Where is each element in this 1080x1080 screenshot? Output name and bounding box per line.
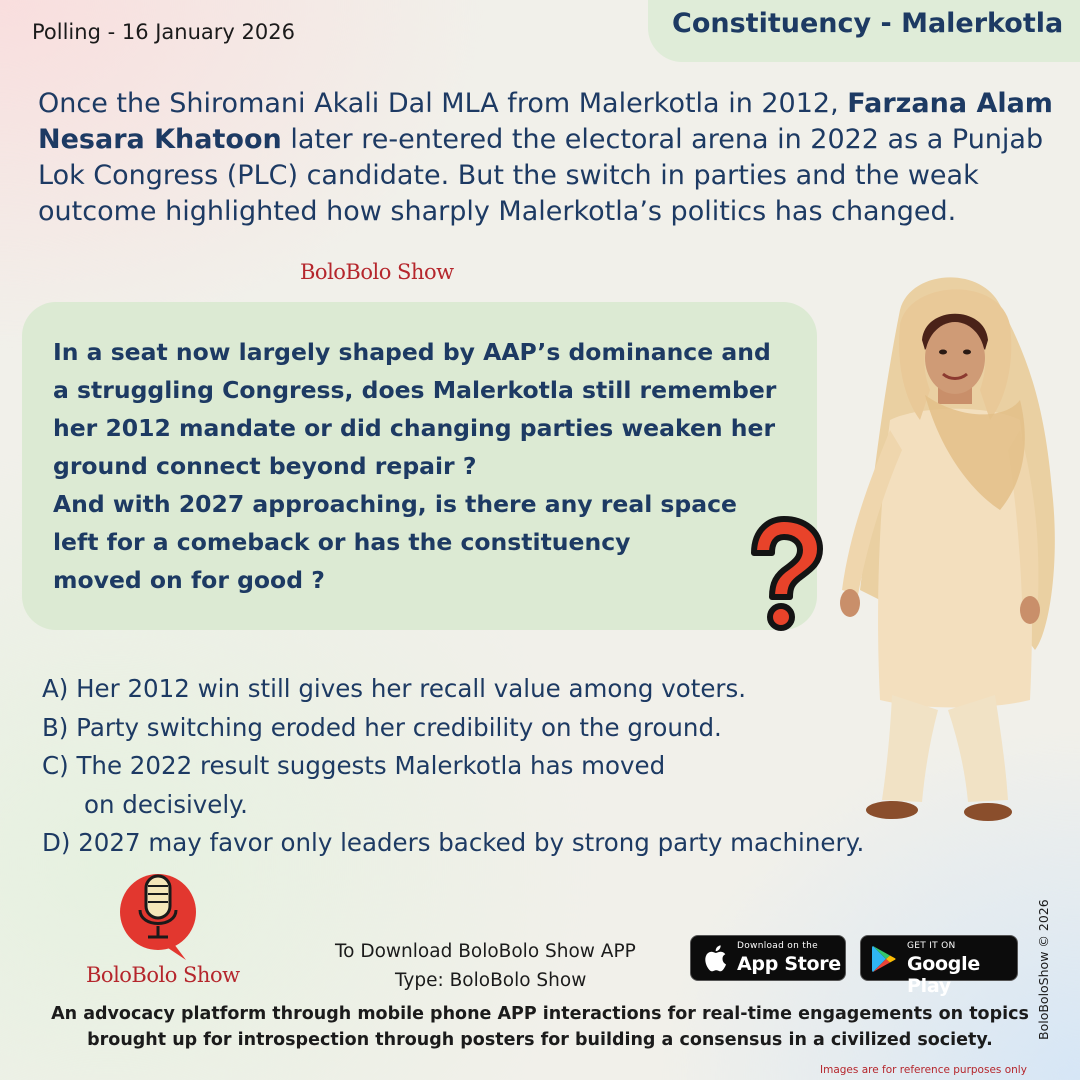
disclaimer-text: Images are for reference purposes only	[820, 1064, 1027, 1076]
option-c-continuation[interactable]: on decisively.	[84, 789, 248, 819]
type-instruction: Type: BoloBolo Show	[395, 970, 587, 991]
brand-watermark: BoloBolo Show	[300, 260, 454, 284]
option-b[interactable]: B) Party switching eroded her credibility on the ground.	[42, 712, 722, 742]
intro-text-1: Once the Shiromani Akali Dal MLA from Malerkotla in 2012,	[38, 88, 848, 119]
google-play-button[interactable]	[860, 935, 1018, 997]
download-instruction: To Download BoloBolo Show APP	[335, 941, 636, 962]
tagline-line: An advocacy platform through mobile phone APP interactions for real-time engagements on topics	[51, 1004, 1029, 1024]
intro-text-2: later re-entered the electoral arena in 2022 as a Punjab Lok Congress (PLC) candidate. But the switch in parties and the weak outcome highlighted how sharply Malerkotla’s politics has changed.	[38, 124, 1044, 227]
question-line: And with 2027 approaching, is there any real space	[53, 490, 737, 518]
option-d[interactable]: D) 2027 may favor only leaders backed by strong party machinery.	[42, 828, 865, 857]
app-store-button[interactable]	[690, 935, 846, 981]
question-text	[53, 333, 798, 599]
question-line: In a seat now largely shaped by AAP’s dominance and	[53, 338, 771, 366]
polling-date: Polling - 16 January 2026	[32, 20, 295, 44]
options-list	[42, 670, 1002, 863]
microphone-icon	[118, 870, 198, 962]
googleplay-small-label: GET IT ON	[907, 941, 956, 951]
question-line: moved on for good ?	[53, 566, 325, 594]
option-a[interactable]: A) Her 2012 win still gives her recall value among voters.	[42, 674, 747, 703]
option-c[interactable]: C) The 2022 result suggests Malerkotla has moved	[42, 751, 666, 780]
google-play-icon	[871, 945, 897, 973]
tagline-line: brought up for introspection through posters for building a consensus in a civilized society.	[87, 1030, 993, 1050]
apple-icon	[703, 944, 727, 972]
candidate-name: Farzana Alam Nesara Khatoon	[38, 88, 1053, 155]
intro-paragraph	[38, 86, 1053, 230]
copyright-text: BoloBoloShow © 2026	[1036, 899, 1051, 1040]
question-line: a struggling Congress, does Malerkotla still remember	[53, 376, 777, 404]
googleplay-big-label: Google Play	[907, 953, 980, 997]
tagline	[28, 1001, 1052, 1053]
appstore-small-label: Download on the	[737, 941, 818, 951]
brand-logo-text: BoloBolo Show	[86, 963, 240, 987]
question-line: her 2012 mandate or did changing parties weaken her	[53, 414, 776, 442]
question-mark-icon	[736, 515, 828, 633]
appstore-big-label: App Store	[737, 953, 841, 975]
question-line: ground connect beyond repair ?	[53, 452, 477, 480]
constituency-title: Constituency - Malerkotla	[672, 8, 1064, 39]
question-line: left for a comeback or has the constituency	[53, 528, 631, 556]
